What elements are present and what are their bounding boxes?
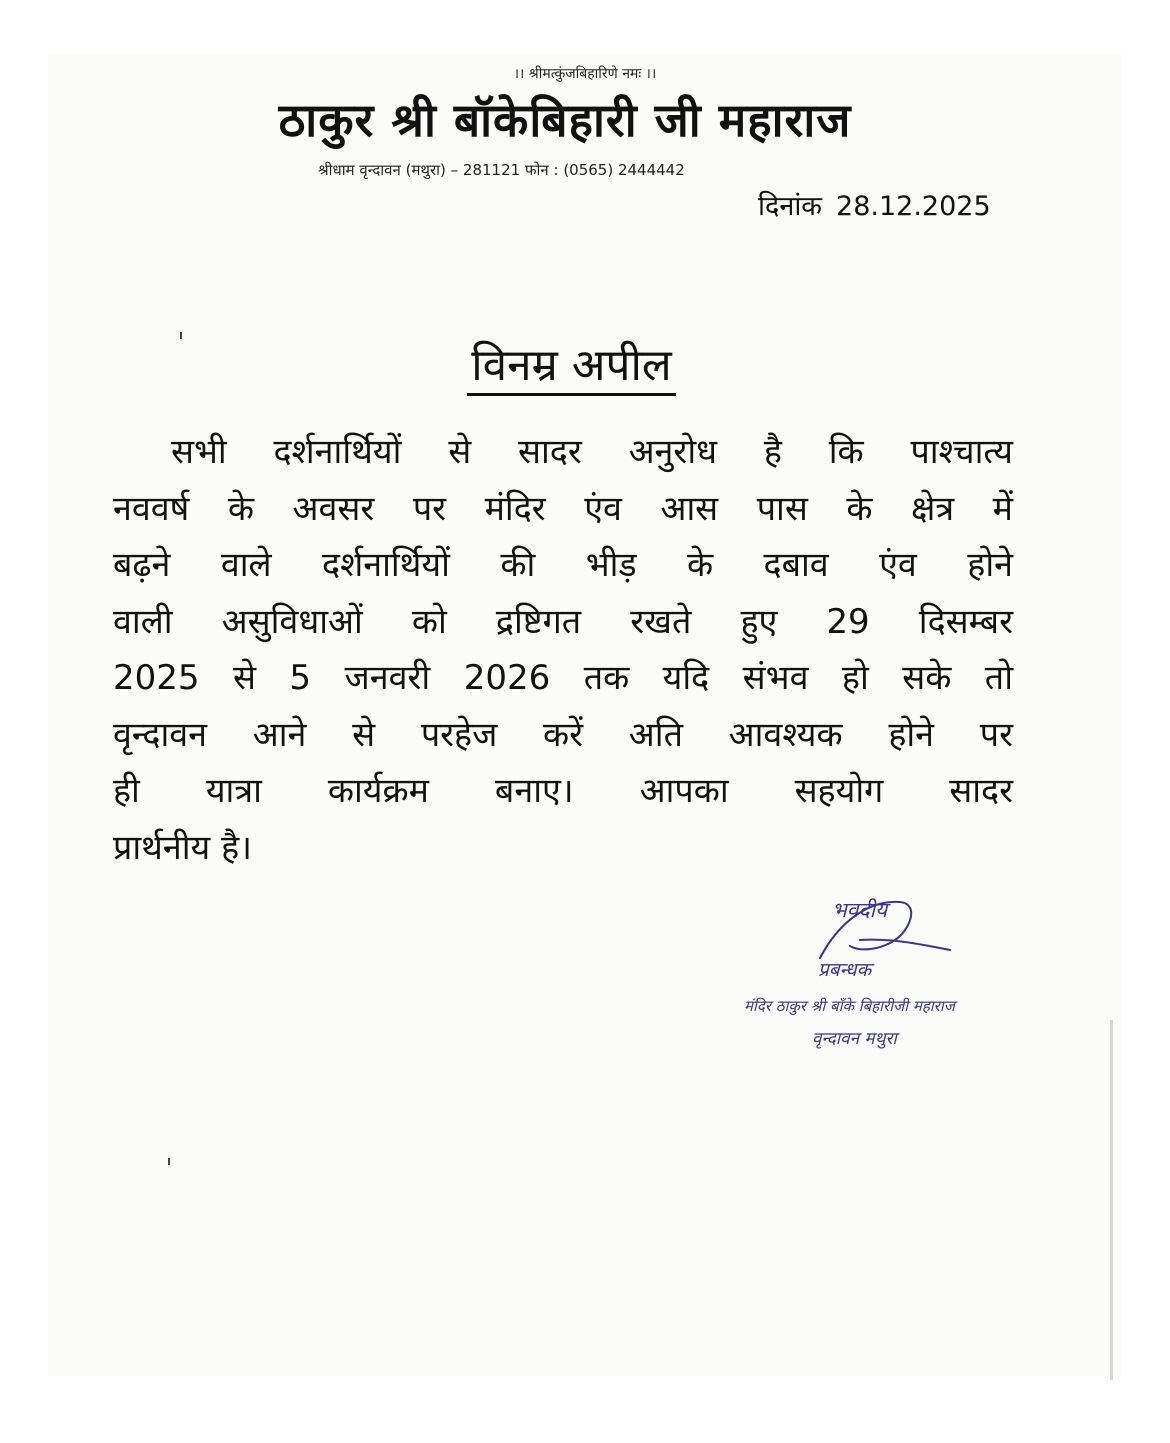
signature-organization: मंदिर ठाकुर श्री बाँके बिहारीजी महाराज — [744, 997, 955, 1015]
date-value: 28.12.2025 — [836, 191, 991, 222]
notice-line: सभी दर्शनार्थियों से सादर अनुरोध है कि पाश्चात्य — [171, 432, 1013, 472]
temple-name-heading: ठाकुर श्री बॉकेबिहारी जी महाराज — [278, 93, 852, 147]
notice-line: प्रार्थनीय है। — [113, 827, 253, 868]
notice-line: बढ़ने वाले दर्शनार्थियों की भीड़ के दबाव एंव होने — [113, 545, 1013, 585]
notice-body — [113, 424, 1013, 876]
temple-address: श्रीधाम वृन्दावन (मथुरा) – 281121 फोन : (0565) 2444442 — [318, 161, 685, 179]
signature-place: वृन्दावन मथुरा — [812, 1029, 897, 1049]
notice-line: नववर्ष के अवसर पर मंदिर एंव आस पास के क्षेत्र में — [113, 488, 1013, 529]
notice-line: वृन्दावन आने से परहेज करें अति आवश्यक होने पर — [113, 714, 1013, 755]
invocation-line: ।। श्रीमत्कुंजबिहारिणे नमः ।। — [513, 66, 657, 82]
date-label: दिनांक — [758, 191, 823, 222]
notice-title — [0, 333, 1143, 393]
signature-yours: भवदीय — [832, 898, 888, 922]
notice-line: ही यात्रा कार्यक्रम बनाए। आपका सहयोग सादर — [113, 771, 1013, 811]
notice-line: वाली असुविधाओं को द्रष्टिगत रखते हुए 29 दिसम्बर — [113, 601, 1013, 642]
paper-speck — [180, 332, 182, 339]
notice-line: 2025 से 5 जनवरी 2026 तक यदि संभव हो सके तो — [113, 658, 1013, 698]
paper-edge — [1110, 1020, 1113, 1380]
paper-speck — [168, 1158, 170, 1165]
signature-title: प्रबन्धक — [818, 959, 872, 981]
notice-title-text: विनम्र अपील — [467, 340, 675, 396]
date-row — [758, 186, 991, 223]
